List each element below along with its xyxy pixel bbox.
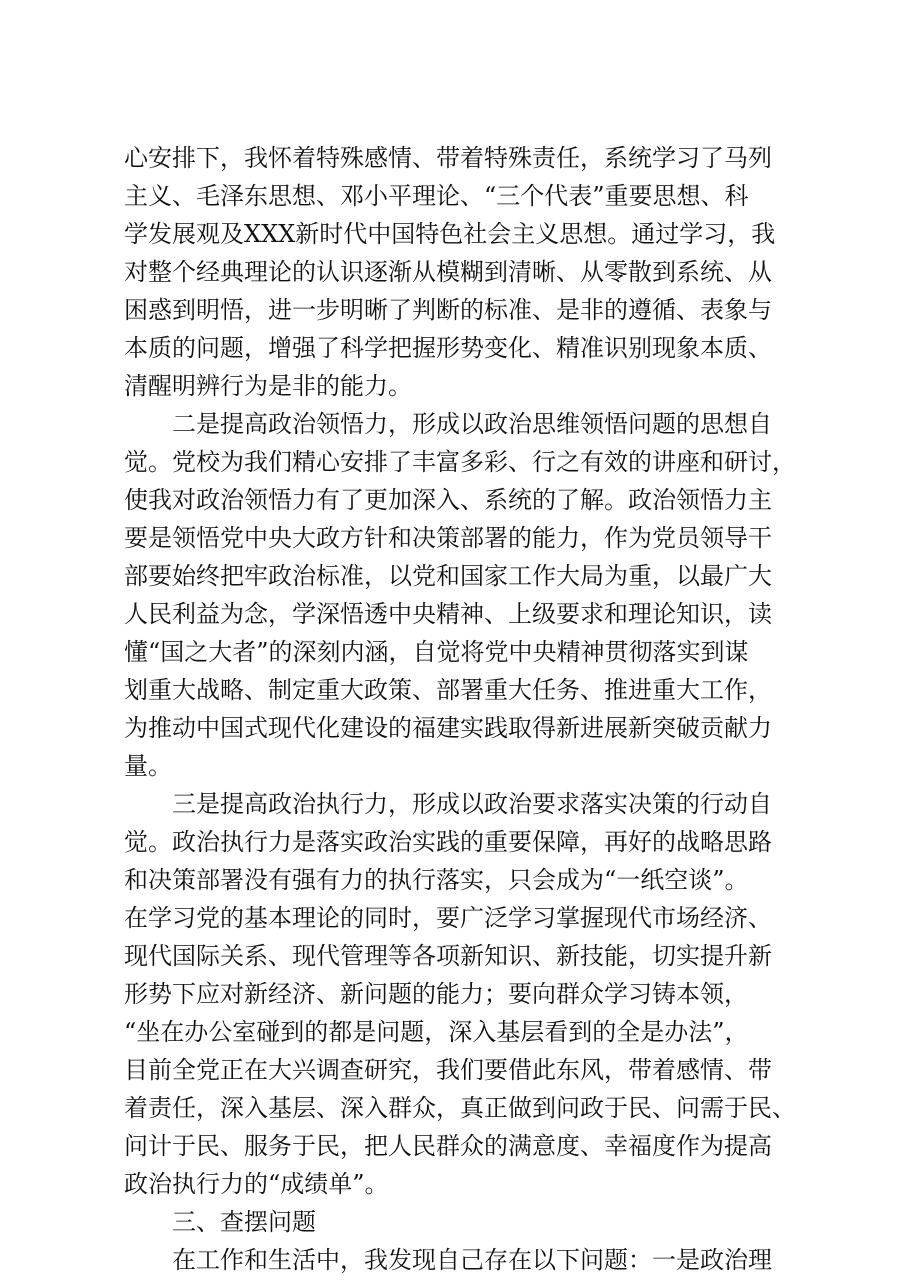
text-line: 人民利益为念，学深悟透中央精神、上级要求和理论知识，读 — [124, 600, 772, 628]
text-line: 问计于民、服务于民，把人民群众的满意度、幸福度作为提高 — [124, 1132, 772, 1160]
text-line: “坐在办公室碰到的都是问题，深入基层看到的全是办法”， — [124, 1018, 749, 1046]
text-line: 为推动中国式现代化建设的福建实践取得新进展新突破贡献力 — [124, 714, 772, 742]
paragraph-first-line: 在工作和生活中，我发现自己存在以下问题：一是政治理 — [172, 1246, 772, 1274]
text-line: 目前全党正在大兴调查研究，我们要借此东风，带着感情、带 — [124, 1056, 772, 1084]
paragraph-first-line: 三是提高政治执行力，形成以政治要求落实决策的行动自 — [172, 790, 772, 818]
text-line: 本质的问题，增强了科学把握形势变化、精准识别现象本质、 — [124, 334, 772, 362]
paragraph-first-line: 二是提高政治领悟力，形成以政治思维领悟问题的思想自 — [172, 410, 772, 438]
text-line: 学发展观及XXX新时代中国特色社会主义思想。通过学习，我 — [124, 220, 776, 248]
text-line: 懂“国之大者”的深刻内涵，自觉将党中央精神贯彻落实到谋 — [124, 638, 749, 666]
text-line: 主义、毛泽东思想、邓小平理论、“三个代表”重要思想、科 — [124, 182, 749, 210]
text-line: 形势下应对新经济、新问题的能力；要向群众学习铸本领， — [124, 980, 748, 1008]
text-line: 政治执行力的“成绩单”。 — [124, 1170, 389, 1198]
text-line: 部要始终把牢政治标准，以党和国家工作大局为重，以最广大 — [124, 562, 772, 590]
text-line: 和决策部署没有强有力的执行落实，只会成为“一纸空谈”。 — [124, 866, 749, 894]
text-line: 要是领悟党中央大政方针和决策部署的能力，作为党员领导干 — [124, 524, 772, 552]
text-line: 觉。党校为我们精心安排了丰富多彩、行之有效的讲座和研讨， — [124, 448, 796, 476]
text-line: 清醒明辨行为是非的能力。 — [124, 372, 412, 400]
text-line: 现代国际关系、现代管理等各项新知识、新技能，切实提升新 — [124, 942, 772, 970]
text-line: 觉。政治执行力是落实政治实践的重要保障，再好的战略思路 — [124, 828, 772, 856]
text-line: 着责任，深入基层、深入群众，真正做到问政于民、问需于民、 — [124, 1094, 796, 1122]
text-line: 心安排下，我怀着特殊感情、带着特殊责任，系统学习了马列 — [124, 144, 772, 172]
text-line: 使我对政治领悟力有了更加深入、系统的了解。政治领悟力主 — [124, 486, 772, 514]
text-line: 对整个经典理论的认识逐渐从模糊到清晰、从零散到系统、从 — [124, 258, 772, 286]
text-line: 划重大战略、制定重大政策、部署重大任务、推进重大工作， — [124, 676, 772, 704]
text-line: 在学习党的基本理论的同时，要广泛学习掌握现代市场经济、 — [124, 904, 772, 932]
text-line: 量。 — [124, 752, 172, 780]
text-line: 困惑到明悟，进一步明晰了判断的标准、是非的遵循、表象与 — [124, 296, 772, 324]
section-heading: 三、查摆问题 — [172, 1208, 316, 1236]
